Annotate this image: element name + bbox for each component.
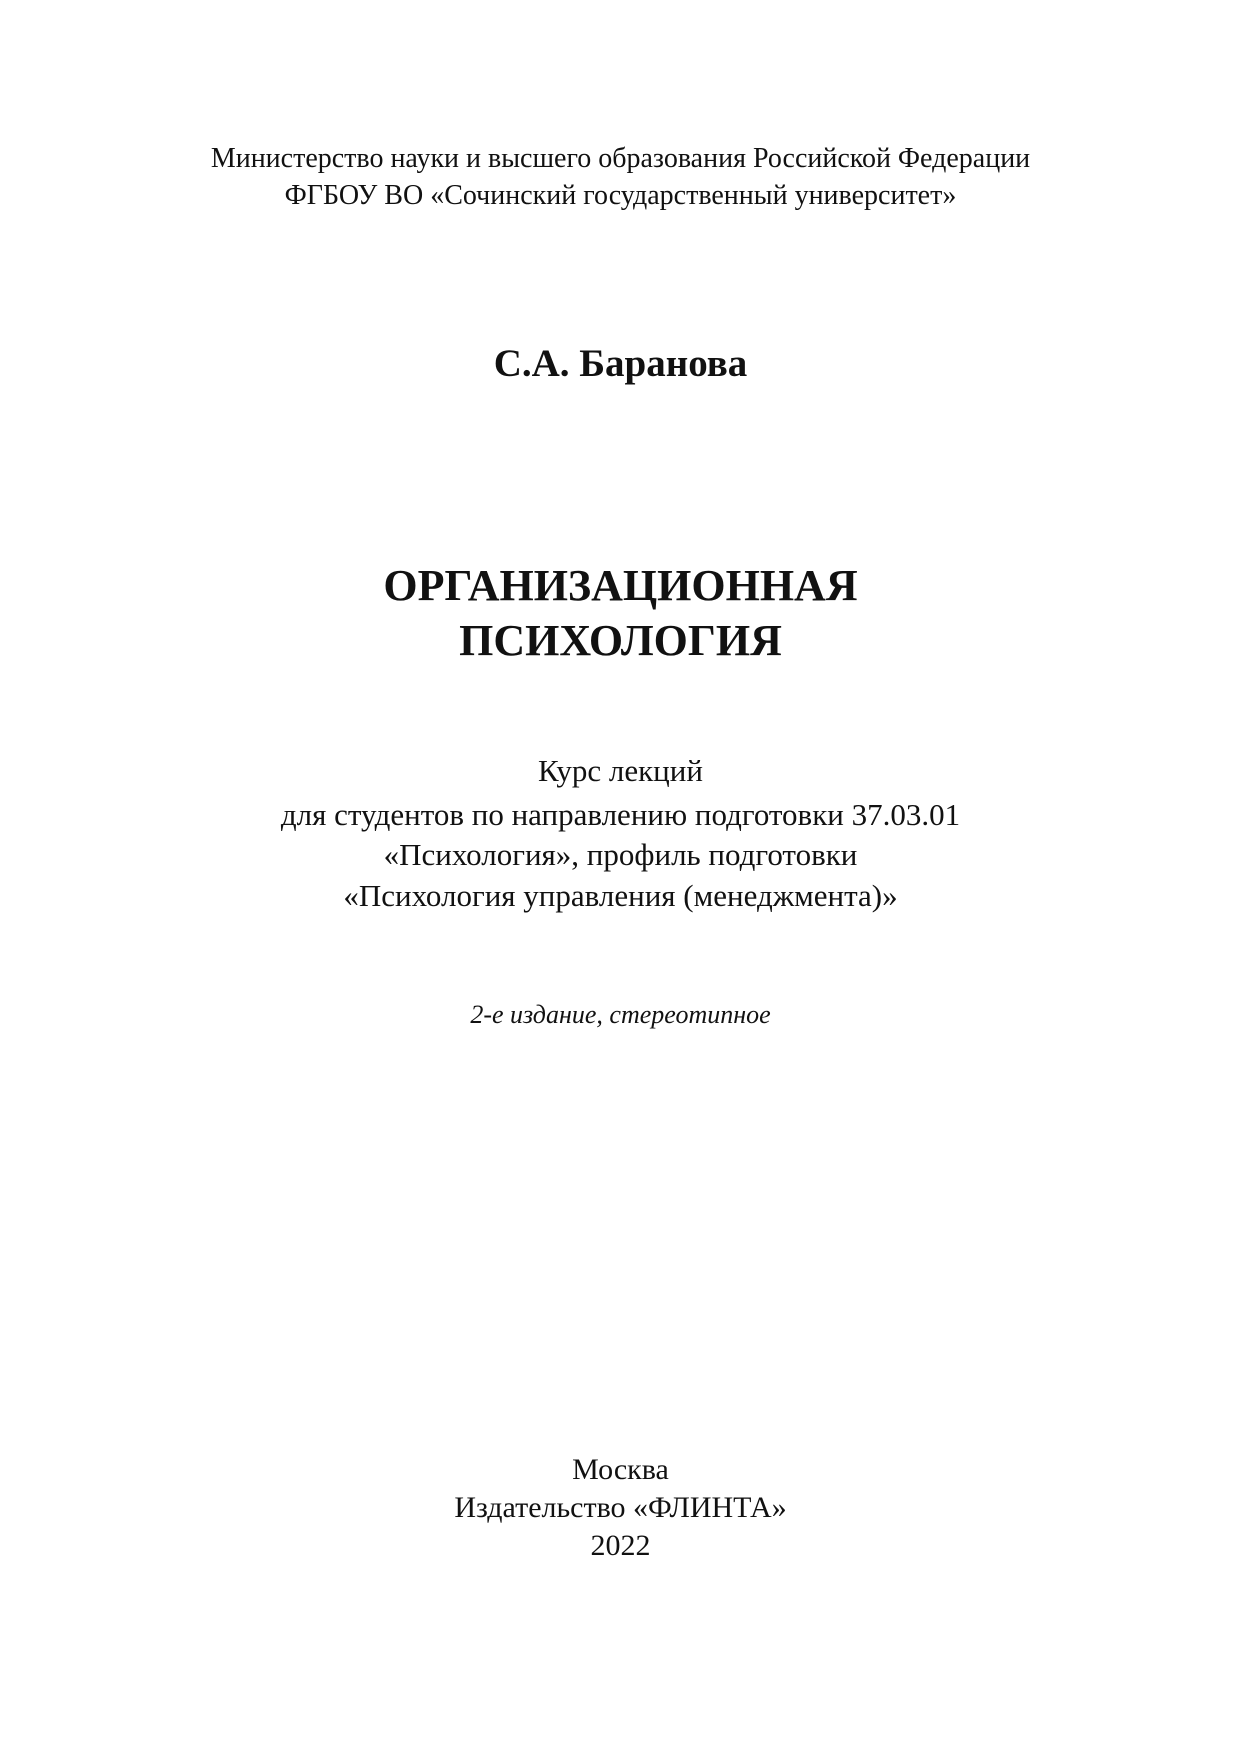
edition-note: 2-е издание, стереотипное	[470, 1000, 771, 1029]
author-name: С.А. Баранова	[493, 342, 748, 385]
description-line-3: «Психология», профиль подготовки	[383, 837, 858, 872]
description-line-4: «Психология управления (менеджмента)»	[343, 878, 898, 913]
imprint-publisher: Издательство «ФЛИНТА»	[454, 1491, 787, 1524]
description-line-2: для студентов по направлению подготовки 37.03.01	[280, 797, 961, 832]
ministry-name: Министерство науки и высшего образования Российской Федерации	[210, 143, 1031, 174]
imprint-year: 2022	[590, 1529, 651, 1562]
university-name: ФГБОУ ВО «Сочинский государственный университет»	[284, 180, 957, 211]
imprint-city: Москва	[572, 1453, 669, 1486]
book-title-line-1: ОРГАНИЗАЦИОННАЯ	[383, 561, 858, 610]
book-title-line-2: ПСИХОЛОГИЯ	[459, 616, 782, 665]
description-line-1: Курс лекций	[538, 753, 703, 788]
